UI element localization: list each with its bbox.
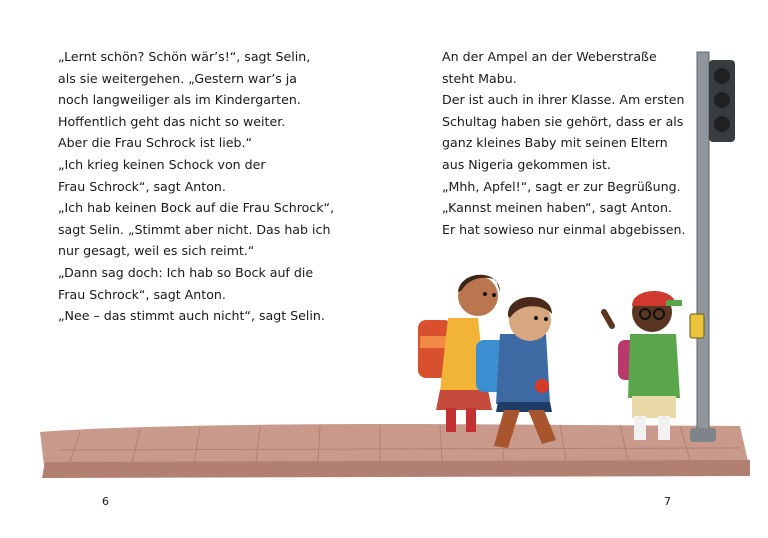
text-line: aus Nigeria gekommen ist.	[442, 156, 611, 172]
text-line: Er hat sowieso nur einmal abgebissen.	[442, 221, 686, 237]
text-line: „Lernt schön? Schön wär’s!“, sagt Selin,	[58, 49, 311, 64]
text-line: An der Ampel an der Weberstraße	[442, 49, 657, 64]
text-line: noch langweiliger als im Kindergarten.	[58, 92, 301, 108]
text-line: „Mhh, Apfel!“, sagt er zur Begrüßung.	[442, 178, 681, 194]
text-line: nur gesagt, weil es sich reimt.“	[58, 243, 255, 259]
right-page	[384, 0, 768, 538]
text-line: „Dann sag doch: Ich hab so Bock auf die	[58, 264, 314, 280]
text-line: Aber die Frau Schrock ist lieb.“	[58, 135, 252, 151]
text-line: ganz kleines Baby mit seinen Eltern	[442, 135, 668, 151]
text-line: „Nee – das stimmt auch nicht“, sagt Selin.	[58, 308, 325, 324]
text-line: sagt Selin. „Stimmt aber nicht. Das hab ich	[58, 221, 331, 237]
text-line: Schultag haben sie gehört, dass er als	[442, 113, 684, 129]
text-line: steht Mabu.	[442, 70, 517, 86]
text-line: „Ich krieg keinen Schock von der	[58, 156, 266, 172]
text-line: Frau Schrock“, sagt Anton.	[58, 286, 226, 302]
text-line: Der ist auch in ihrer Klasse. Am ersten	[442, 92, 685, 108]
page-number-right: 7	[664, 495, 671, 508]
text-line: Hoffentlich geht das nicht so weiter.	[58, 113, 286, 129]
text-line: Frau Schrock“, sagt Anton.	[58, 178, 226, 194]
right-page-text	[442, 46, 686, 240]
page-number-left: 6	[102, 495, 109, 508]
left-page-text	[58, 46, 334, 327]
text-line: „Kannst meinen haben“, sagt Anton.	[442, 200, 673, 216]
text-line: „Ich hab keinen Bock auf die Frau Schrock“,	[58, 200, 335, 216]
text-line: als sie weitergehen. „Gestern war’s ja	[58, 70, 297, 86]
